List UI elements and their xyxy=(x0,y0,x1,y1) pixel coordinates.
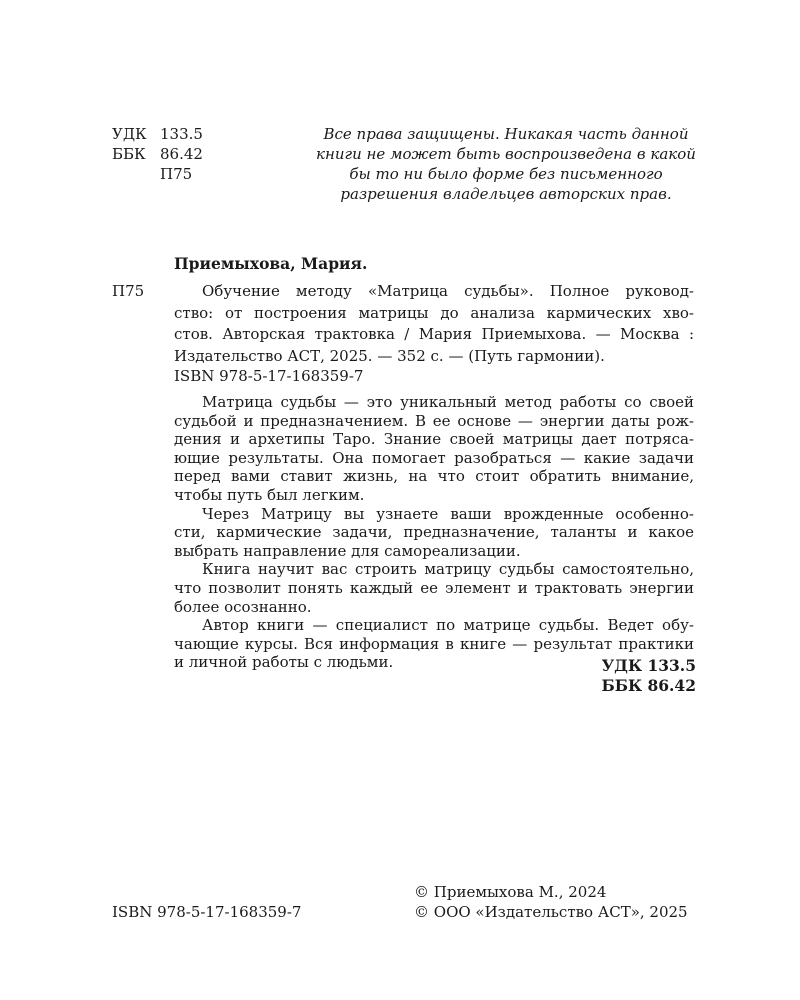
annotation-line: и личной работы с людьми. xyxy=(174,653,394,672)
annotation-line: судьбой и предназначением. В ее основе — энергии даты рож- xyxy=(174,411,694,430)
annotation-paragraph xyxy=(174,393,694,505)
annotation-line: дения и архетипы Таро. Знание своей матрицы дает потряса- xyxy=(174,430,694,449)
entry-isbn: ISBN 978-5-17-168359-7 xyxy=(174,367,364,385)
bbk-value: 86.42 xyxy=(160,145,203,163)
annotation-line: перед вами ставит жизнь, на что стоит обратить внимание, xyxy=(174,467,694,486)
annotation-line: более осознанно. xyxy=(174,597,312,616)
rights-line: бы то ни было форме без письменного xyxy=(349,165,663,183)
annotation-line: что позволит понять каждый ее элемент и трактовать энергии xyxy=(174,578,694,597)
author-heading: Приемыхова, Мария. xyxy=(174,254,368,273)
annotation-paragraph xyxy=(174,505,694,561)
entry-author-mark: П75 xyxy=(112,282,145,300)
classification-bottom xyxy=(520,656,696,696)
copyright-block xyxy=(414,882,688,922)
annotation-line: выбрать направление для самореализации. xyxy=(174,541,521,560)
annotation-line: Матрица судьбы — это уникальный метод работы со своей xyxy=(202,393,694,411)
bibliographic-entry xyxy=(174,281,694,367)
biblio-line: стов. Авторская трактовка / Мария Приемыхова. — Москва : xyxy=(174,325,694,343)
classification-indices xyxy=(112,124,203,184)
annotation-line: Книга научит вас строить матрицу судьбы самостоятельно, xyxy=(202,560,694,579)
udk-bottom: УДК 133.5 xyxy=(601,656,696,675)
annotation-paragraph xyxy=(174,560,694,616)
annotation-line: чающие курсы. Вся информация в книге — результат практики xyxy=(174,634,694,653)
rights-line: Все права защищены. Никакая часть данной xyxy=(323,125,689,143)
annotation-line: Автор книги — специалист по матрице судьбы. Ведет обу- xyxy=(202,616,694,635)
annotation-line: чтобы путь был легким. xyxy=(174,485,365,504)
rights-line: разрешения владельцев авторских прав. xyxy=(340,185,672,203)
author-mark-row xyxy=(112,164,203,184)
bbk-row xyxy=(112,144,203,164)
annotation-line: ющие результаты. Она помогает разобраться — какие задачи xyxy=(174,448,694,467)
rights-notice xyxy=(300,124,712,204)
bbk-bottom: ББК 86.42 xyxy=(601,676,696,695)
udk-value: 133.5 xyxy=(160,125,203,143)
udk-label: УДК xyxy=(112,125,147,143)
annotation-line: Через Матрицу вы узнаете ваши врожденные особенно- xyxy=(202,504,694,523)
copyright-publisher: © ООО «Издательство АСТ», 2025 xyxy=(414,903,688,921)
biblio-line: Издательство АСТ, 2025. — 352 с. — (Путь гармонии). xyxy=(174,346,605,365)
author-mark: П75 xyxy=(160,165,193,183)
annotation-line: сти, кармические задачи, предназначение, таланты и какое xyxy=(174,523,694,542)
biblio-line: ство: от построения матрицы до анализа кармических хво- xyxy=(174,303,694,322)
copyright-author: © Приемыхова М., 2024 xyxy=(414,883,607,901)
biblio-line: Обучение методу «Матрица судьбы». Полное руковод- xyxy=(202,282,694,300)
bbk-label: ББК xyxy=(112,145,146,163)
annotation xyxy=(174,393,694,672)
footer-isbn: ISBN 978-5-17-168359-7 xyxy=(112,903,302,921)
udk-row xyxy=(112,124,203,144)
rights-line: книги не может быть воспроизведена в какой xyxy=(316,145,696,163)
